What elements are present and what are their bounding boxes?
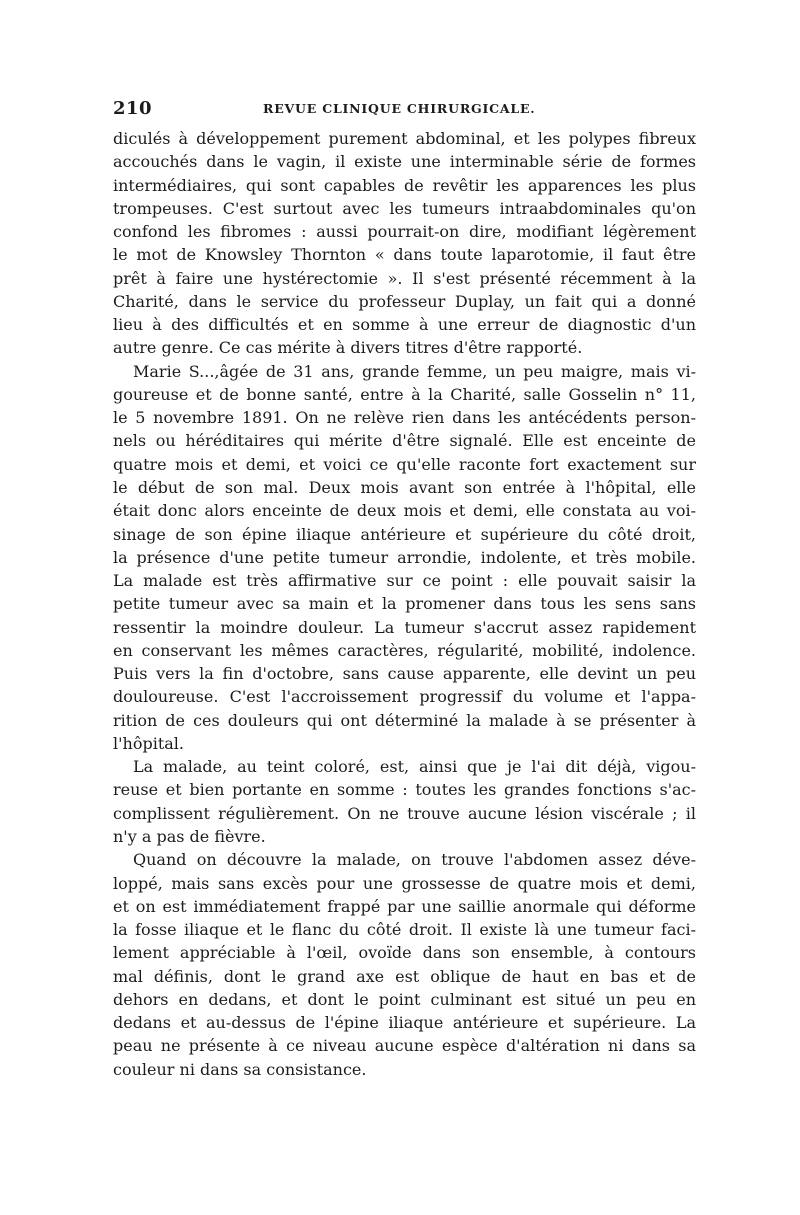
page-header [113, 98, 698, 128]
text-line: goureuse et de bonne santé, entre à la Charité, salle Gosselin n° 11, [113, 384, 696, 404]
text-line: Puis vers la fin d'octobre, sans cause apparente, elle devint un peu [113, 664, 696, 684]
text-line: était donc alors enceinte de deux mois et demi, elle constata au voi- [113, 501, 696, 521]
text-line: la présence d'une petite tumeur arrondie, indolente, et très mobile. [113, 547, 696, 567]
running-head: REVUE CLINIQUE CHIRURGICALE. [263, 101, 536, 116]
text-line: trompeuses. C'est surtout avec les tumeurs intraabdominales qu'on [113, 198, 696, 218]
text-line: l'hôpital. [113, 733, 184, 753]
text-line: Quand on découvre la malade, on trouve l'abdomen assez déve- [133, 850, 696, 870]
text-line: douloureuse. C'est l'accroissement progressif du volume et l'appa- [113, 687, 696, 707]
text-line: dehors en dedans, et dont le point culminant est situé un peu en [113, 989, 696, 1009]
text-line: lieu à des difficultés et en somme à une erreur de diagnostic d'un [113, 315, 696, 335]
text-line: accouchés dans le vagin, il existe une interminable série de formes [113, 152, 696, 172]
text-line: mal définis, dont le grand axe est oblique de haut en bas et de [113, 966, 696, 986]
text-line: Marie S...,âgée de 31 ans, grande femme, un peu maigre, mais vi- [133, 361, 696, 381]
text-line: La malade est très affirmative sur ce point : elle pouvait saisir la [113, 571, 696, 591]
text-line: confond les fibromes : aussi pourrait-on dire, modifiant légèrement [113, 222, 696, 242]
text-line: en conservant les mêmes caractères, régularité, mobilité, indolence. [113, 640, 696, 660]
text-line: ressentir la moindre douleur. La tumeur s'accrut assez rapidement [113, 617, 696, 637]
text-line: sinage de son épine iliaque antérieure et supérieure du côté droit, [113, 524, 696, 544]
text-line: couleur ni dans sa consistance. [113, 1059, 367, 1079]
text-line: petite tumeur avec sa main et la promener dans tous les sens sans [113, 594, 696, 614]
text-line: Charité, dans le service du professeur Duplay, un fait qui a donné [113, 291, 696, 311]
text-line: prêt à faire une hystérectomie ». Il s'est présenté récemment à la [113, 268, 696, 288]
text-line: intermédiaires, qui sont capables de revêtir les apparences les plus [113, 175, 696, 195]
page-number: 210 [113, 98, 153, 119]
text-line: loppé, mais sans excès pour une grossesse de quatre mois et demi, [113, 873, 696, 893]
text-line: la fosse iliaque et le flanc du côté droit. Il existe là une tumeur faci- [113, 920, 696, 940]
text-line: peau ne présente à ce niveau aucune espèce d'altération ni dans sa [113, 1036, 696, 1056]
text-line: lement appréciable à l'œil, ovoïde dans son ensemble, à contours [113, 943, 696, 963]
text-line: n'y a pas de fièvre. [113, 826, 266, 846]
text-line: quatre mois et demi, et voici ce qu'elle raconte fort exactement sur [113, 454, 696, 474]
body-text [113, 127, 696, 1081]
text-line: complissent régulièrement. On ne trouve aucune lésion viscérale ; il [113, 803, 696, 823]
text-line: autre genre. Ce cas mérite à divers titres d'être rapporté. [113, 338, 583, 358]
text-line: reuse et bien portante en somme : toutes les grandes fonctions s'ac- [113, 780, 696, 800]
text-line: La malade, au teint coloré, est, ainsi que je l'ai dit déjà, vigou- [133, 757, 696, 777]
text-line: le début de son mal. Deux mois avant son entrée à l'hôpital, elle [113, 477, 696, 497]
text-line: le mot de Knowsley Thornton « dans toute laparotomie, il faut être [113, 245, 696, 265]
text-line: et on est immédiatement frappé par une saillie anormale qui déforme [113, 896, 696, 916]
text-line: nels ou héréditaires qui mérite d'être signalé. Elle est enceinte de [113, 431, 696, 451]
text-line: le 5 novembre 1891. On ne relève rien dans les antécédents person- [113, 408, 696, 428]
text-line: rition de ces douleurs qui ont déterminé la malade à se présenter à [113, 710, 696, 730]
text-line: diculés à développement purement abdominal, et les polypes fibreux [113, 129, 696, 148]
text-line: dedans et au-dessus de l'épine iliaque antérieure et supérieure. La [113, 1013, 696, 1033]
